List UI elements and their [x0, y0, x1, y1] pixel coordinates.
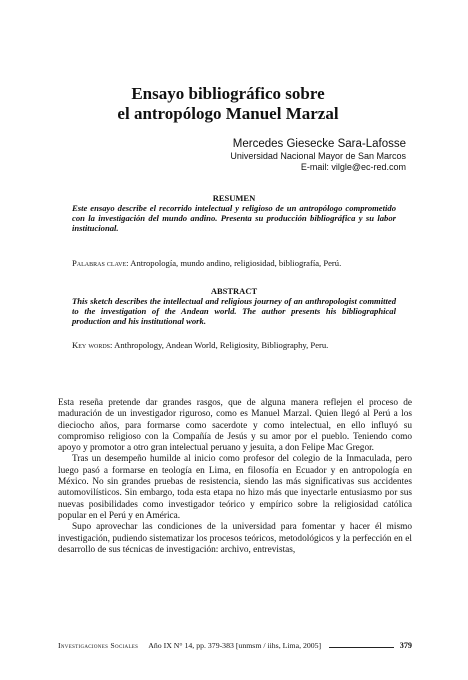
abstract-heading: ABSTRACT: [210, 286, 258, 296]
abstract-keywords-value: Anthropology, Andean World, Religiosity, Bibliography, Peru.: [114, 340, 329, 350]
abstract-keywords: [72, 340, 396, 350]
body-paragraph-3: Supo aprovechar las condiciones de la universidad para fomentar y hacer él mismo investigación, pudiendo sistematizar los procesos teóricos, metodológicos y la perfección en el desarrollo de sus técnicas de investigación: archivo, entrevistas,: [58, 522, 412, 555]
footer-citation: Año IX N° 14, pp. 379-383 [unmsm / iihs, Lima, 2005]: [148, 641, 322, 650]
title-line-1: Ensayo bibliográfico sobre: [131, 84, 325, 103]
author-block: [230, 137, 406, 173]
author-institution: Universidad Nacional Mayor de San Marcos: [230, 151, 406, 161]
abstract-keywords-label: Key words:: [72, 340, 113, 350]
body-paragraph-1: Esta reseña pretende dar grandes rasgos, que de alguna manera reflejen el proceso de maduración de un investigador riguroso, como es Manuel Marzal. Quien llegó al Perú a los dieciocho años, para formarse como sacerdote y como intelectual, en ello influyó su compromiso religioso con la Compañía de Jesús y su amor por el pueblo. Teniendo como apoyo y promotor a otro gran intelectual peruano y jesuita, a don Felipe Mac Gregor.: [58, 398, 412, 454]
body-paragraph-2: Tras un desempeño humilde al inicio como profesor del colegio de la Inmaculada, pero luego pasó a formarse en teología en Lima, en filosofía en Ecuador y en antropología en México. No sin grandes pruebas de resistencia, siendo las más significativas sus accidentes automovilísticos. Sin embargo, toda esta etapa no hizo más que inyectarle entusiasmo por sus nuevas posibilidades como investigador teórico y empírico sobre la religiosidad católica popular en el Perú y en América.: [58, 454, 412, 521]
author-email: E-mail: vilgle@ec-red.com: [300, 162, 406, 172]
body-text: [58, 398, 412, 556]
author-name: Mercedes Giesecke Sara-Lafosse: [232, 138, 406, 150]
resumen-keywords-value: Antropología, mundo andino, religiosidad, bibliografía, Perú.: [130, 258, 342, 268]
title-line-2: el antropólogo Manuel Marzal: [117, 104, 339, 123]
abstract-text: This sketch describes the intellectual and religious journey of an anthropologist committed to the investigation of the Andean world. The author presents his bibliographical production and his institutional work.: [72, 296, 396, 327]
resumen-heading: RESUMEN: [212, 193, 256, 203]
article-title: [60, 84, 396, 124]
footer-journal: Investigaciones Sociales: [58, 641, 139, 650]
resumen-text: Este ensayo describe el recorrido intelectual y religioso de un antropólogo comprometido con la investigación del mundo andino. Presenta su producción bibliográfica y su labor institucional.: [72, 203, 396, 234]
resumen-keywords: [72, 258, 396, 268]
page-number: 379: [399, 641, 412, 650]
page-footer: [58, 641, 412, 650]
footer-rule: [329, 647, 394, 648]
resumen-keywords-label: Palabras clave:: [72, 258, 129, 268]
